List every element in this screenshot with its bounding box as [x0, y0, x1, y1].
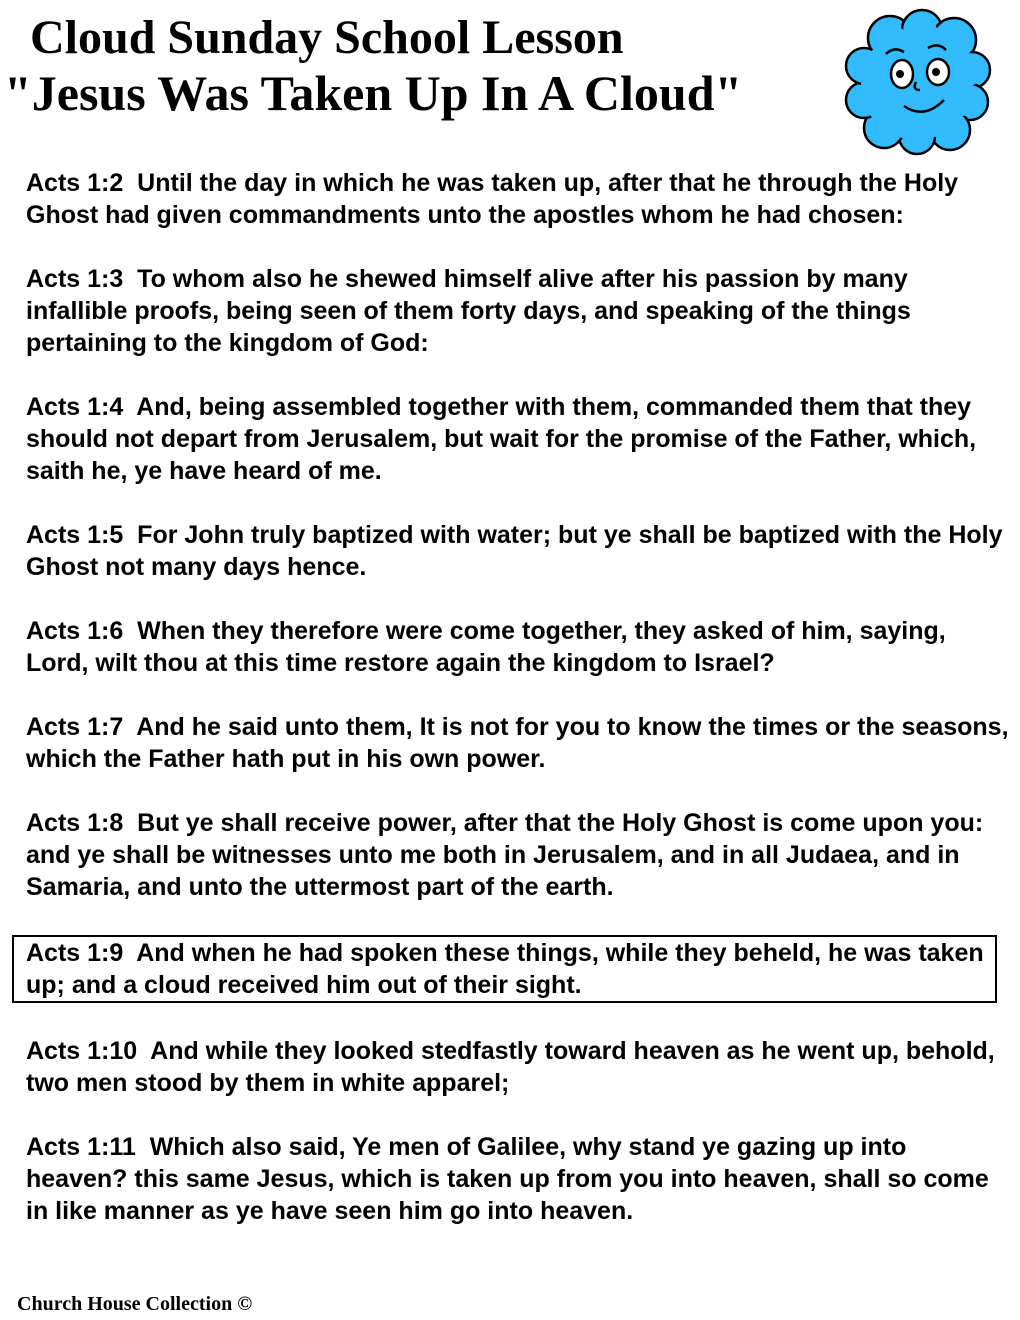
verse-reference: Acts 1:6: [26, 617, 124, 645]
verse-acts-1-11: [26, 1131, 1011, 1227]
verse-reference: Acts 1:3: [26, 265, 124, 293]
verse-text: But ye shall receive power, after that the Holy Ghost is come upon you: and ye shall be witnesses unto me both in Jerusalem, and in all Judaea, and in Samaria, and unto the uttermost part of the earth.: [26, 809, 991, 901]
verse-acts-1-5: [26, 519, 1011, 583]
verse-text: And while they looked stedfastly toward heaven as he went up, behold, two men stood by them in white apparel;: [26, 1037, 1002, 1097]
verse-reference: Acts 1:10: [26, 1037, 138, 1065]
verse-text: When they therefore were come together, they asked of him, saying, Lord, wilt thou at this time restore again the kingdom to Israel?: [26, 617, 953, 677]
verse-text: For John truly baptized with water; but ye shall be baptized with the Holy Ghost not many days hence.: [26, 521, 1010, 581]
scripture-passage: [26, 167, 1016, 1259]
verse-reference: Acts 1:5: [26, 521, 124, 549]
verse-acts-1-8: [26, 807, 1011, 903]
verse-reference: Acts 1:8: [26, 809, 124, 837]
verse-text: Which also said, Ye men of Galilee, why stand ye gazing up into heaven? this same Jesus, which is taken up from you into heaven, shall so come in like manner as ye have seen him go into heaven.: [26, 1133, 996, 1225]
verse-reference: Acts 1:2: [26, 169, 124, 197]
verse-text: And, being assembled together with them, commanded them that they should not depart from Jerusalem, but wait for the promise of the Father, which, saith he, ye have heard of me.: [26, 393, 984, 485]
verse-text: And he said unto them, It is not for you to know the times or the seasons, which the Father hath put in his own power.: [26, 713, 1016, 773]
verse-acts-1-2: [26, 167, 1011, 231]
verse-acts-1-7: [26, 711, 1016, 775]
verse-text: And when he had spoken these things, while they beheld, he was taken up; and a cloud received him out of their sight.: [26, 939, 991, 999]
verse-reference: Acts 1:11: [26, 1133, 136, 1161]
verse-acts-1-6: [26, 615, 1011, 679]
verse-acts-1-9-boxed: [12, 935, 997, 1003]
verse-text: To whom also he shewed himself alive after his passion by many infallible proofs, being seen of them forty days, and speaking of the things pertaining to the kingdom of God:: [26, 265, 918, 357]
smiling-cloud-icon: [842, 8, 992, 156]
verse-reference: Acts 1:7: [26, 713, 124, 741]
verse-acts-1-4: [26, 391, 1011, 487]
verse-acts-1-3: [26, 263, 1011, 359]
copyright-credit: Church House Collection ©: [17, 1293, 253, 1315]
title-line-1: Cloud Sunday School Lesson: [30, 11, 624, 64]
verse-text: Until the day in which he was taken up, after that he through the Holy Ghost had given commandments unto the apostles whom he had chosen:: [26, 169, 966, 229]
verse-reference: Acts 1:4: [26, 393, 124, 421]
verse-acts-1-10: [26, 1035, 1011, 1099]
verse-reference: Acts 1:9: [26, 939, 124, 967]
title-line-2: "Jesus Was Taken Up In A Cloud": [4, 65, 743, 121]
